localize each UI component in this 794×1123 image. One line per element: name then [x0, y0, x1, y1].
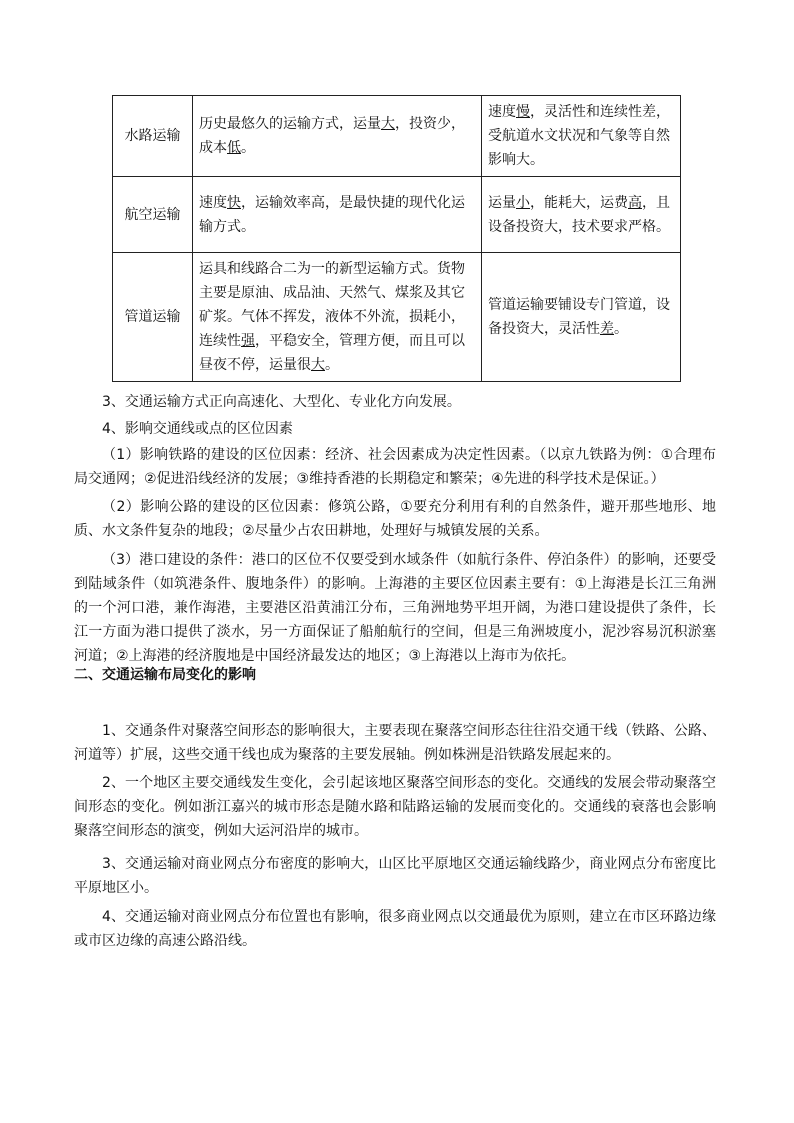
mode-cell: 水路运输 [113, 96, 193, 177]
table-row-pipeline [113, 253, 681, 382]
features-cell: 历史最悠久的运输方式，运量大，投资少，成本低。 [193, 96, 482, 177]
paragraph-transport-trend: 3、交通运输方式正向高速化、大型化、专业化方向发展。 [102, 394, 461, 410]
paragraph-location-factors-title: 4、影响交通线或点的区位因素 [102, 421, 293, 437]
paragraph-highway-factors: （2）影响公路的建设的区位因素：修筑公路，①要充分利用有利的自然条件，避开那些地形、地质、水文条件复杂的地段；②尽量少占农田耕地，处理好与城镇发展的关系。 [74, 499, 716, 539]
underlined-keyword: 高 [628, 194, 642, 211]
underlined-keyword: 快 [227, 194, 241, 211]
mode-cell: 航空运输 [113, 177, 193, 253]
paragraph-port-conditions: （3）港口建设的条件：港口的区位不仅要受到水域条件（如航行条件、停泊条件）的影响，还要受到陆域条件（如筑港条件、腹地条件）的影响。上海港的主要区位因素主要有：①上海港是长江三角洲的一个河口港，兼作海港，主要港区沿黄浦江分布，三角洲地势平坦开阔，为港口建设提供了条件，长江一方面为港口提供了淡水，另一方面保证了船舶航行的空间，但是三角洲坡度小，泥沙容易沉积淤塞河道；②上海港的经济腹地是中国经济最发达的地区；③上海港以上海市为依托。 [74, 552, 716, 664]
features-cell: 运具和线路合二为一的新型运输方式。货物主要是原油、成品油、天然气、煤浆及其它矿浆。气体不挥发，液体不外流，损耗小，连续性强，平稳安全，管理方便，而且可以昼夜不停，运量很大。 [193, 253, 482, 382]
section-heading: 二、交通运输布局变化的影响 [74, 667, 256, 683]
underlined-keyword: 慢 [516, 104, 530, 120]
transport-comparison-table [112, 95, 681, 382]
features-cell: 速度快，运输效率高，是最快捷的现代化运输方式。 [193, 177, 482, 253]
paragraph-commercial-density: 3、交通运输对商业网点分布密度的影响大，山区比平原地区交通运输线路少，商业网点分布密度比平原地区小。 [74, 856, 716, 896]
underlined-keyword: 大 [311, 357, 325, 373]
underlined-keyword: 强 [241, 333, 255, 349]
paragraph-commercial-location: 4、交通运输对商业网点分布位置也有影响，很多商业网点以交通最优为原则，建立在市区环路边缘或市区边缘的高速公路沿线。 [74, 909, 716, 949]
table-row-air [113, 177, 681, 253]
underlined-keyword: 低 [227, 140, 241, 156]
paragraph-line-change: 2、一个地区主要交通线发生变化，会引起该地区聚落空间形态的变化。交通线的发展会带动聚落空间形态的变化。例如浙江嘉兴的城市形态是随水路和陆路运输的发展而变化的。交通线的衰落也会影响聚落空间形态的演变，例如大运河沿岸的城市。 [74, 775, 716, 839]
underlined-keyword: 大 [381, 116, 395, 132]
paragraph-settlement-form: 1、交通条件对聚落空间形态的影响很大，主要表现在聚落空间形态往往沿交通干线（铁路、公路、河道等）扩展，这些交通干线也成为聚落的主要发展轴。例如株洲是沿铁路发展起来的。 [74, 723, 716, 763]
mode-cell: 管道运输 [113, 253, 193, 382]
paragraph-railway-factors: （1）影响铁路的建设的区位因素：经济、社会因素成为决定性因素。（以京九铁路为例：①合理布局交通网；②促进沿线经济的发展；③维持香港的长期稳定和繁荣；④先进的科学技术是保证。） [74, 447, 716, 487]
constraints-cell: 管道运输要铺设专门管道，设备投资大，灵活性差。 [482, 253, 681, 382]
constraints-cell: 运量小，能耗大，运费高，且设备投资大，技术要求严格。 [482, 177, 681, 253]
underlined-keyword: 小 [516, 194, 530, 211]
table-row-water [113, 96, 681, 177]
underlined-keyword: 差 [600, 321, 614, 337]
constraints-cell: 速度慢，灵活性和连续性差，受航道水文状况和气象等自然影响大。 [482, 96, 681, 177]
